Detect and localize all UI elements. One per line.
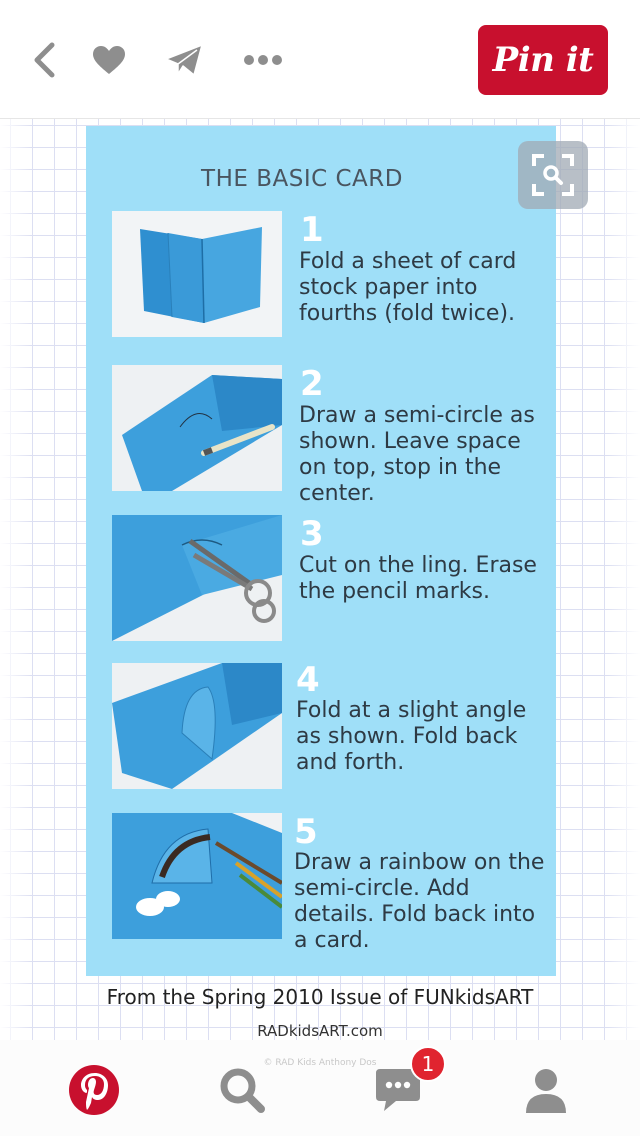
- step-3-text: Cut on the ling. Erase the pencil marks.: [299, 553, 537, 604]
- step-4-number: 4: [296, 660, 320, 700]
- step-1-photo: [112, 211, 282, 337]
- step-2: [112, 364, 552, 506]
- pin-title: THE BASIC CARD: [201, 166, 403, 192]
- step-4-photo: [112, 663, 282, 789]
- step-2-photo: [112, 365, 282, 491]
- step-2-number: 2: [300, 364, 324, 404]
- pin-it-button[interactable]: Pin it: [478, 25, 608, 95]
- pinterest-logo-icon[interactable]: [64, 1060, 124, 1120]
- step-4: [112, 660, 552, 793]
- step-5-photo: [112, 813, 282, 939]
- visual-search-icon[interactable]: [518, 141, 588, 209]
- step-3-photo: [112, 515, 282, 641]
- top-bar: [0, 0, 640, 119]
- step-5: [112, 812, 552, 953]
- grid-fade-left: [0, 119, 32, 1040]
- back-chevron-icon[interactable]: [24, 42, 64, 78]
- step-1-text: Fold a sheet of card stock paper into fourths (fold twice).: [299, 249, 517, 326]
- grid-fade-right: [608, 119, 640, 1040]
- step-2-text: Draw a semi-circle as shown. Leave space on top, stop in the center.: [299, 403, 535, 506]
- step-4-text: Fold at a slight angle as shown. Fold back and forth.: [296, 698, 527, 775]
- pin-credit: From the Spring 2010 Issue of FUNkidsART: [106, 985, 534, 1009]
- step-5-text: Draw a rainbow on the semi-circle. Add details. Fold back into a card.: [294, 850, 545, 953]
- step-5-number: 5: [294, 812, 318, 852]
- step-3: [112, 515, 552, 645]
- step-3-number: 3: [300, 514, 324, 554]
- send-paper-plane-icon[interactable]: [164, 42, 204, 78]
- bottom-nav: [0, 1040, 640, 1136]
- step-1: [112, 211, 552, 341]
- pin-image[interactable]: [0, 119, 640, 1040]
- messages-badge: 1: [410, 1046, 446, 1082]
- pin-source-site[interactable]: RADkidsART.com: [257, 1022, 383, 1040]
- person-icon[interactable]: [516, 1060, 576, 1120]
- step-1-number: 1: [300, 210, 324, 250]
- heart-icon[interactable]: [89, 42, 129, 78]
- pin-watermark: © RAD Kids Anthony Dos: [263, 1058, 377, 1068]
- more-dots-icon[interactable]: [241, 42, 285, 78]
- search-icon[interactable]: [212, 1060, 272, 1120]
